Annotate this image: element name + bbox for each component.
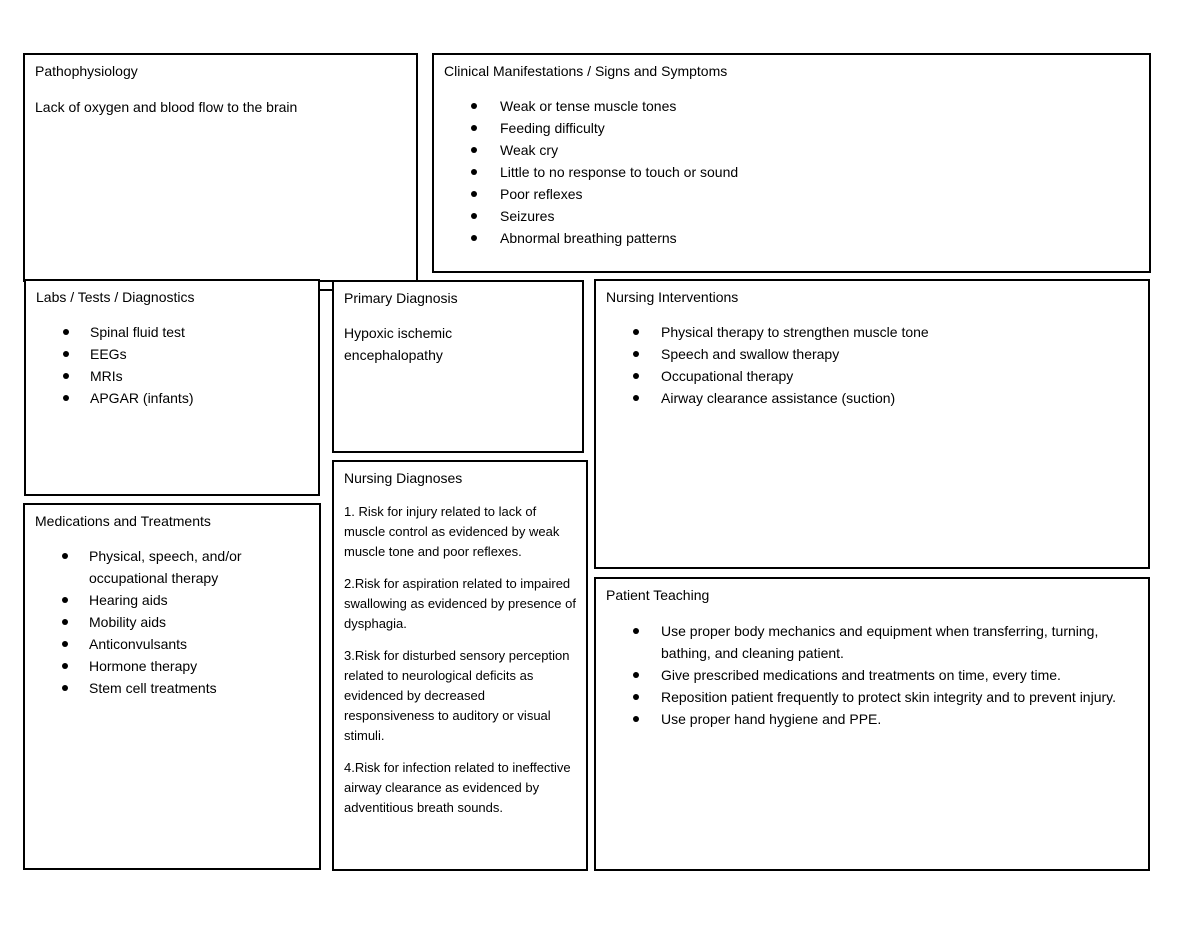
- list-item: Use proper body mechanics and equipment when transferring, turning, bathing, and cleaning patient.: [661, 620, 1136, 664]
- labs-title: Labs / Tests / Diagnostics: [36, 289, 195, 305]
- medications-list: [89, 545, 242, 699]
- nursing-diagnoses-title: Nursing Diagnoses: [344, 470, 463, 486]
- list-item: Seizures: [500, 205, 738, 227]
- interventions-list: [661, 321, 929, 409]
- manifestations-box: [432, 53, 1151, 273]
- list-item: EEGs: [90, 343, 193, 365]
- primary-diagnosis-title: Primary Diagnosis: [344, 290, 458, 306]
- nursing-diagnosis-3: 3.Risk for disturbed sensory perception related to neurological deficits as evidenced by decreased responsiveness to auditory or visual stimuli.: [344, 648, 570, 743]
- list-item: MRIs: [90, 365, 193, 387]
- list-item: Use proper hand hygiene and PPE.: [661, 708, 1136, 730]
- list-item: Airway clearance assistance (suction): [661, 387, 929, 409]
- pathophysiology-title: Pathophysiology: [35, 63, 138, 79]
- nursing-diagnoses-box: [332, 460, 588, 871]
- list-item: Spinal fluid test: [90, 321, 193, 343]
- list-item: Stem cell treatments: [89, 677, 242, 699]
- list-item: Weak or tense muscle tones: [500, 95, 738, 117]
- pathophysiology-text: Lack of oxygen and blood flow to the brain: [35, 99, 298, 115]
- labs-list: [90, 321, 193, 409]
- list-item: Abnormal breathing patterns: [500, 227, 738, 249]
- interventions-box: [594, 279, 1150, 569]
- connector-line: [318, 289, 333, 291]
- list-item: Feeding difficulty: [500, 117, 738, 139]
- list-item: Anticonvulsants: [89, 633, 242, 655]
- list-item: Poor reflexes: [500, 183, 738, 205]
- list-item: Hearing aids: [89, 589, 242, 611]
- patient-teaching-box: [594, 577, 1150, 871]
- list-item: Give prescribed medications and treatments on time, every time.: [661, 664, 1136, 686]
- list-item: Hormone therapy: [89, 655, 242, 677]
- nursing-diagnosis-2: 2.Risk for aspiration related to impaired swallowing as evidenced by presence of dysphagia.: [344, 576, 576, 631]
- list-item: Mobility aids: [89, 611, 242, 633]
- list-item: Speech and swallow therapy: [661, 343, 929, 365]
- labs-box: [24, 279, 320, 496]
- list-item: Reposition patient frequently to protect skin integrity and to prevent injury.: [661, 686, 1136, 708]
- manifestations-list: [500, 95, 738, 249]
- nursing-diagnosis-4: 4.Risk for infection related to ineffective airway clearance as evidenced by adventitious breath sounds.: [344, 760, 571, 815]
- primary-diagnosis-line1: Hypoxic ischemic: [344, 325, 453, 341]
- medications-box: [23, 503, 321, 870]
- list-item: Occupational therapy: [661, 365, 929, 387]
- list-item-continuation: occupational therapy: [89, 570, 219, 586]
- manifestations-title: Clinical Manifestations / Signs and Symptoms: [444, 63, 728, 79]
- primary-diagnosis-line2: encephalopathy: [344, 347, 443, 363]
- teaching-list: [661, 620, 1136, 730]
- list-item: APGAR (infants): [90, 387, 193, 409]
- medications-title: Medications and Treatments: [35, 513, 211, 529]
- nursing-diagnosis-1: 1. Risk for injury related to lack of muscle control as evidenced by weak muscle tone and poor reflexes.: [344, 504, 560, 559]
- primary-diagnosis-box: [332, 280, 584, 453]
- list-item: Physical, speech, and/or: [89, 545, 242, 567]
- patient-teaching-title: Patient Teaching: [606, 587, 710, 603]
- pathophysiology-box: [23, 53, 418, 282]
- list-item: Physical therapy to strengthen muscle tone: [661, 321, 929, 343]
- list-item: Little to no response to touch or sound: [500, 161, 738, 183]
- list-item: Weak cry: [500, 139, 738, 161]
- interventions-title: Nursing Interventions: [606, 289, 739, 305]
